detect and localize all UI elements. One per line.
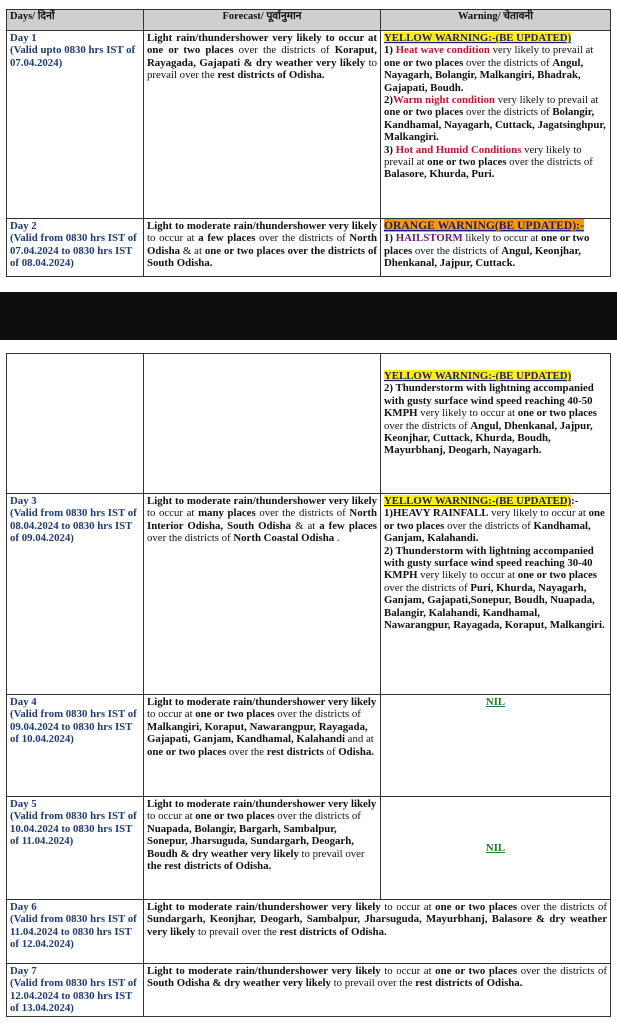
- forecast-header: Forecast/ पूर्वानुमान: [144, 10, 381, 31]
- day7-row: [7, 964, 611, 1017]
- day3-title: Day 3: [10, 495, 37, 507]
- day4-warning: [381, 695, 611, 797]
- day1-forecast: Light rain/thundershower very likely to occur at one or two places over the districts of Koraput, Rayagada, Gajapati & dry weather very likely to prevail over the rest districts of Odisha.: [144, 31, 381, 219]
- day1-row: [7, 31, 611, 219]
- day6-title: Day 6: [10, 901, 37, 913]
- day7-cell: [7, 964, 144, 1017]
- hailstorm-title: HAILSTORM: [395, 232, 463, 245]
- day1-title: Day 1: [10, 32, 37, 44]
- day1-cell: [7, 31, 144, 219]
- hot-humid-title: Hot and Humid Conditions: [395, 143, 522, 156]
- day5-warning: [381, 797, 611, 900]
- warm-night-title: Warm night condition: [393, 94, 495, 107]
- day5-cell: [7, 797, 144, 900]
- day3-row: [7, 494, 611, 695]
- page-1: [0, 0, 617, 292]
- day7-forecast: Light to moderate rain/thundershower very likely to occur at one or two places over the districts of South Odisha & dry weather very likely to prevail over the rest districts of Odisha.: [144, 964, 611, 1017]
- nil-link[interactable]: NIL: [485, 696, 506, 708]
- day4-title: Day 4: [10, 696, 37, 708]
- day1-warning: YELLOW WARNING:-(BE UPDATED) 1) Heat wave condition very likely to prevail at one or two places over the districts of Angul, Nayagarh, Bolangir, Malkangiri, Bhadrak, Gajapati, Boudh. 2)Warm night condition very likely to prevail at one or two places over the districts of Bolangir, Kandhamal, Nayagarh, Cuttack, Jagatsinghpur, Malkangiri. 3) Hot and Humid Conditions very likely to prevail at one or two places over the districts of Balasore, Khurda, Puri.: [381, 31, 611, 219]
- day4-row: [7, 695, 611, 797]
- days-header: Days/ दिनों: [7, 10, 144, 31]
- nil-link[interactable]: NIL: [485, 841, 506, 854]
- day4-valid: (Valid from 0830 hrs IST of 09.04.2024 to 0830 hrs IST of 10.04.2024): [10, 708, 137, 746]
- yellow-warning-label: YELLOW WARNING:-(BE UPDATED): [384, 32, 572, 44]
- day7-title: Day 7: [10, 965, 37, 977]
- day2-title: Day 2: [10, 220, 37, 232]
- continued-warning: YELLOW WARNING:-(BE UPDATED) 2) Thunderstorm with lightning accompanied with gusty surface wind speed reaching 40-50 KMPH very likely to occur at one or two places over the districts of Angul, Dhenkanal, Jajpur, Keonjhar, Cuttack, Khurda, Boudh, Mayurbhanj, Deogarh, Nayagarh.: [381, 354, 611, 494]
- continued-row: [7, 354, 611, 494]
- day5-row: [7, 797, 611, 900]
- day3-warning: YELLOW WARNING:-(BE UPDATED):- 1)HEAVY RAINFALL very likely to occur at one or two places over the districts of Kandhamal, Ganjam, Kalahandi. 2) Thunderstorm with lightning accompanied with gusty surface wind speed reaching 30-40 KMPH very likely to occur at one or two places over the districts of Puri, Khurda, Nayagarh, Ganjam, Gajapati,Sonepur, Boudh, Nuapada, Balangir, Kalahandi, Kandhamal, Nawarangpur, Rayagada, Koraput, Malkangiri.: [381, 494, 611, 695]
- day1-valid: (Valid upto 0830 hrs IST of 07.04.2024): [10, 44, 136, 69]
- day2-warning: ORANGE WARNING(BE UPDATED):- 1) HAILSTORM likely to occur at one or two places over the districts of Angul, Keonjhar, Dhenkanal, Jajpur, Cuttack.: [381, 219, 611, 277]
- warning-header: Warning/ चेतावनी: [381, 10, 611, 31]
- day4-forecast: Light to moderate rain/thundershower very likely to occur at one or two places over the districts of Malkangiri, Koraput, Nawarangpur, Rayagada, Gajapati, Ganjam, Kandhamal, Kalahandi and at one or two places over the rest districts of Odisha.: [144, 695, 381, 797]
- header-row: [7, 10, 611, 31]
- day3-forecast: Light to moderate rain/thundershower very likely to occur at many places over the districts of North Interior Odisha, South Odisha & at a few places over the districts of North Coastal Odisha .: [144, 494, 381, 695]
- forecast-table-2: [6, 353, 611, 1017]
- day4-cell: [7, 695, 144, 797]
- day7-valid: (Valid from 0830 hrs IST of 12.04.2024 to 0830 hrs IST of 13.04.2024): [10, 977, 137, 1015]
- day2-valid: (Valid from 0830 hrs IST of 07.04.2024 to 0830 hrs IST of 08.04.2024): [10, 232, 137, 270]
- day3-cell: [7, 494, 144, 695]
- day2-cell: [7, 219, 144, 277]
- page-2: [0, 340, 617, 1024]
- orange-warning-label: ORANGE WARNING(BE UPDATED):-: [384, 219, 584, 232]
- day6-forecast: Light to moderate rain/thundershower very likely to occur at one or two places over the districts of Sundargarh, Keonjhar, Deogarh, Sambalpur, Jharsuguda, Mayurbhanj, Balasore & dry weather very likely to prevail over the rest districts of Odisha.: [144, 900, 611, 964]
- yellow-warning-label: YELLOW WARNING:-(BE UPDATED): [384, 370, 572, 382]
- heat-wave-title: Heat wave condition: [395, 44, 490, 57]
- day6-row: [7, 900, 611, 964]
- forecast-table-1: [6, 9, 611, 277]
- day6-cell: [7, 900, 144, 964]
- day6-valid: (Valid from 0830 hrs IST of 11.04.2024 to 0830 hrs IST of 12.04.2024): [10, 913, 137, 951]
- continued-forecast-cell: [144, 354, 381, 494]
- yellow-warning-label: YELLOW WARNING:-(BE UPDATED): [384, 495, 572, 507]
- day5-forecast: Light to moderate rain/thundershower very likely to occur at one or two places over the districts of Nuapada, Bolangir, Bargarh, Sambalpur, Sonepur, Jharsuguda, Sundargarh, Deogarh, Boudh & dry weather very likely to prevail over the rest districts of Odisha.: [144, 797, 381, 900]
- thunderstorm-title: 2) Thunderstorm with lightning accompanied with gusty surface wind speed reaching 30-40 KMPH: [384, 544, 594, 582]
- day5-valid: (Valid from 0830 hrs IST of 10.04.2024 to 0830 hrs IST of 11.04.2024): [10, 810, 137, 848]
- continued-days-cell: [7, 354, 144, 494]
- day2-forecast: Light to moderate rain/thundershower very likely to occur at a few places over the districts of North Odisha & at one or two places over the districts of South Odisha.: [144, 219, 381, 277]
- day5-title: Day 5: [10, 798, 37, 810]
- day2-row: [7, 219, 611, 277]
- day3-valid: (Valid from 0830 hrs IST of 08.04.2024 to 0830 hrs IST of 09.04.2024): [10, 507, 137, 545]
- heavy-rainfall-title: 1)HEAVY RAINFALL: [384, 507, 489, 520]
